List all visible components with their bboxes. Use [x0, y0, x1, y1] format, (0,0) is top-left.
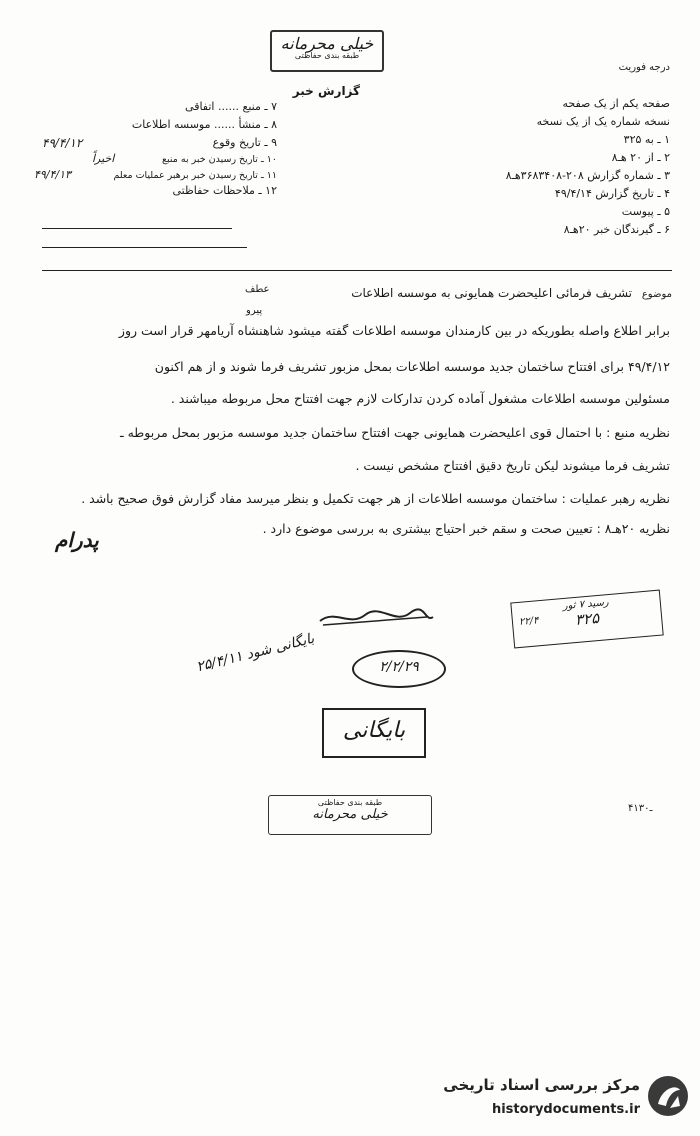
copy-line: نسخه شماره یک از یک نسخه: [536, 115, 670, 128]
ref-note-2: پیرو: [246, 305, 263, 316]
date-oval: [352, 650, 446, 688]
receipt-stamp-line-2: ۳۲۵: [574, 608, 600, 630]
top-stamp-sub: طبقه بندی حفاظتی: [294, 51, 360, 60]
date-oval-text: ۲/۲/۲۹: [379, 659, 419, 675]
field-11: ۱۱ ـ تاریخ رسیدن خبر برهبر عملیات معلم: [113, 170, 277, 181]
bottom-stamp-sub: طبقه بندی حفاظتی: [317, 798, 383, 807]
field-9: ۹ ـ تاریخ وقوع: [212, 136, 277, 149]
field-10-value: اخیراً: [92, 152, 115, 165]
top-stamp-text: خیلی محرمانه: [280, 34, 374, 53]
body-line-4: نظریه منبع : با احتمال قوی اعلیحضرت همایونی جهت افتتاح ساختمان جدید موسسه مزبور بمحل مربوطه ـ: [119, 425, 670, 440]
field-9-value: ۴۹/۴/۱۲: [42, 136, 83, 150]
field-7: ۷ ـ منبع ...... اتفاقی: [185, 100, 277, 113]
handwritten-note-left: ۲۵/۴/۱۱ بایگانی شود: [194, 630, 316, 676]
receipt-stamp-line-1: رسید ۷ ثور: [562, 597, 610, 613]
field-6: ۶ ـ گیرندگان خبر ۲۰هـ۸: [563, 223, 670, 236]
left-fields: [34, 100, 277, 202]
field-2: ۲ ـ از ۲۰ هـ۸: [611, 151, 670, 164]
body-line-2: ۴۹/۴/۱۲ برای افتتاح ساختمان جدید موسسه اطلاعات بمحل مزبور تشریف فرما شوند و از هم اکنون: [154, 359, 670, 374]
field-11-value: ۴۹/۴/۱۳: [34, 168, 71, 181]
signature: پدرام: [55, 528, 99, 552]
priority-label: درجه فوریت: [618, 62, 670, 73]
right-fields: [415, 97, 670, 241]
archive-stamp-text: بایگانی: [342, 718, 406, 743]
divider-line-2: [42, 247, 247, 248]
field-8: ۸ ـ منشأ ...... موسسه اطلاعات: [131, 118, 277, 131]
watermark-logo-icon: [648, 1076, 688, 1116]
watermark-url: historydocuments.ir: [491, 1102, 640, 1117]
field-3: ۳ ـ شماره گزارش ۲۰۸-۳۶۸۳۴۰۸هـ۸: [505, 169, 670, 182]
divider-line-1: [42, 228, 232, 229]
subject-text: تشریف فرمائی اعلیحضرت همایونی به موسسه اطلاعات: [351, 286, 633, 300]
form-code: ۴ـ۱۳۰: [628, 803, 653, 814]
field-1: ۱ ـ به ۳۲۵: [623, 133, 670, 146]
handwritten-note-center: [315, 605, 435, 631]
field-4: ۴ ـ تاریخ گزارش ۴۹/۴/۱۴: [554, 187, 670, 200]
field-10: ۱۰ ـ تاریخ رسیدن خبر به منبع: [162, 154, 277, 165]
field-5: ۵ ـ پیوست: [621, 205, 670, 218]
logo-swoosh-icon: [648, 1076, 688, 1116]
watermark-title: مرکز بررسی اسناد تاریخی: [443, 1076, 640, 1094]
body-line-7: نظریه ۲۰هـ۸ : تعیین صحت و سقم خبر احتیاج بیشتری به بررسی موضوع دارد .: [262, 521, 670, 536]
body-line-5: تشریف فرما میشوند لیکن تاریخ دقیق افتتاح مشخص نیست .: [355, 458, 670, 473]
receipt-stamp-line-3: ۲۲/۴: [518, 615, 539, 628]
subject-label: موضوع: [641, 289, 672, 300]
document-title: گزارش خبر: [292, 84, 360, 98]
bottom-stamp-text: خیلی محرمانه: [312, 807, 388, 822]
watermark: [412, 1068, 692, 1128]
top-classification-stamp: [270, 30, 384, 72]
ref-note-1: عطف: [245, 284, 270, 295]
field-12: ۱۲ ـ ملاحظات حفاظتی: [172, 184, 277, 197]
bottom-classification-stamp: [268, 795, 432, 835]
body-line-6: نظریه رهبر عملیات : ساختمان موسسه اطلاعات از هر جهت تکمیل و بنظر میرسد مفاد گزارش فوق صحیح باشد .: [81, 491, 670, 506]
scribble-icon: [315, 605, 435, 631]
body-line-3: مسئولین موسسه اطلاعات مشغول آماده کردن تدارکات لازم جهت افتتاح محل مربوطه میباشند .: [170, 391, 670, 406]
receipt-stamp: [510, 590, 663, 649]
subject-row: [42, 286, 672, 300]
body-line-1: برابر اطلاع واصله بطوریکه در بین کارمندان موسسه اطلاعات گفته میشود شاهنشاه آریامهر قرار است روز: [118, 323, 670, 338]
section-divider: [42, 270, 672, 271]
archive-stamp: [322, 708, 426, 758]
page-line: صفحه یکم از یک صفحه: [562, 97, 670, 110]
